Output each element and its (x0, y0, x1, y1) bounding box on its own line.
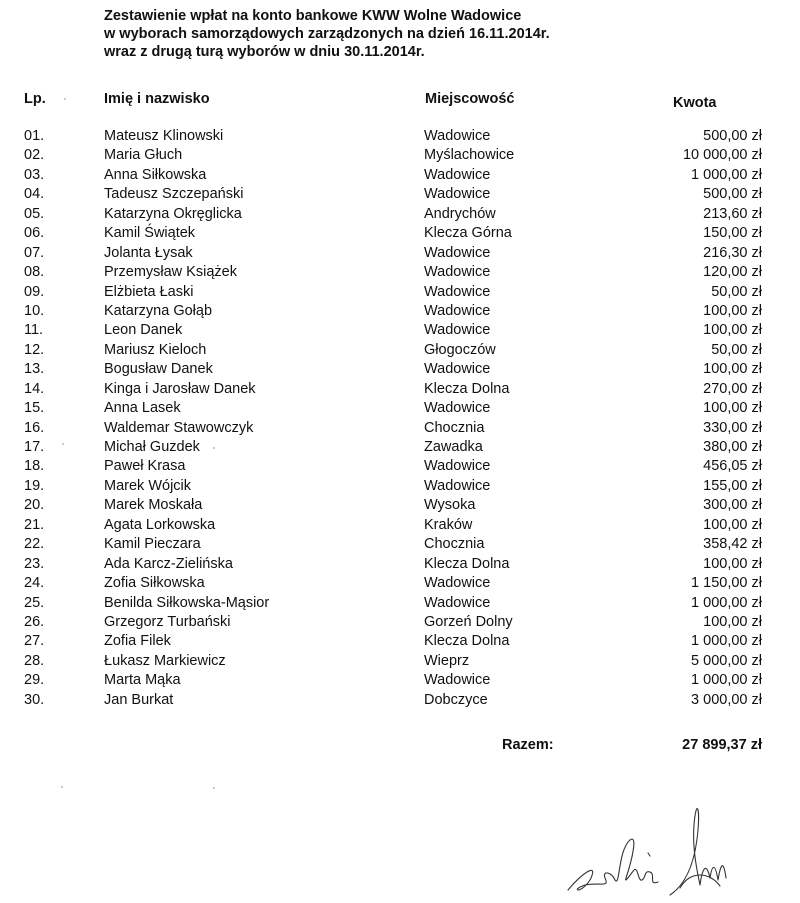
donation-amount: 456,05 zł (703, 458, 762, 475)
handwritten-signature-icon (560, 790, 760, 900)
row-number: 15. (24, 400, 45, 417)
row-number: 16. (24, 419, 45, 436)
donor-name: Zofia Siłkowska (104, 575, 205, 592)
donor-name: Bogusław Danek (104, 361, 213, 378)
donor-name: Waldemar Stawowczyk (104, 419, 254, 436)
donor-city: Głogoczów (424, 341, 496, 358)
donor-name: Katarzyna Okręglicka (104, 205, 242, 222)
donor-city: Wieprz (424, 652, 470, 669)
table-row (0, 244, 800, 263)
donation-amount: 150,00 zł (703, 225, 762, 242)
table-row (0, 457, 800, 476)
row-number: 21. (24, 516, 45, 533)
row-number: 06. (24, 225, 45, 242)
donation-amount: 5 000,00 zł (691, 652, 762, 669)
donor-city: Klecza Górna (424, 225, 512, 242)
donation-amount: 500,00 zł (703, 128, 762, 144)
donation-amount: 50,00 zł (711, 341, 762, 358)
row-number: 18. (24, 458, 45, 475)
donation-amount: 1 000,00 zł (691, 672, 762, 689)
donor-city: Wadowice (424, 264, 491, 281)
donation-amount: 213,60 zł (703, 205, 762, 222)
donor-name: Anna Siłkowska (104, 166, 207, 183)
donor-name: Zofia Filek (104, 633, 171, 650)
row-number: 19. (24, 477, 45, 494)
table-row (0, 399, 800, 418)
donation-amount: 1 000,00 zł (691, 166, 762, 183)
donor-city: Klecza Dolna (424, 380, 510, 397)
donor-city: Dobczyce (424, 691, 488, 708)
total-value: 27 899,37 zł (682, 737, 762, 753)
donor-name: Jan Burkat (104, 691, 174, 708)
donation-amount: 3 000,00 zł (691, 691, 762, 708)
donor-name: Przemysław Książek (104, 264, 237, 281)
donation-amount: 330,00 zł (703, 419, 762, 436)
table-row (0, 594, 800, 613)
table-row (0, 496, 800, 515)
title-line-1: Zestawienie wpłat na konto bankowe KWW Wolne Wadowice (104, 8, 522, 24)
donor-name: Leon Danek (104, 322, 183, 339)
row-number: 23. (24, 555, 45, 572)
table-row (0, 574, 800, 593)
donor-city: Wadowice (424, 322, 491, 339)
row-number: 05. (24, 205, 45, 222)
row-number: 09. (24, 283, 45, 300)
table-row (0, 166, 800, 185)
row-number: 01. (24, 128, 45, 144)
donor-city: Klecza Dolna (424, 633, 510, 650)
donor-name: Ada Karcz-Zielińska (104, 555, 233, 572)
total-label: Razem: (502, 737, 554, 753)
row-number: 29. (24, 672, 45, 689)
table-row (0, 516, 800, 535)
donation-amount: 500,00 zł (703, 186, 762, 203)
donation-amount: 100,00 zł (703, 400, 762, 417)
donor-name: Michał Guzdek (104, 439, 200, 455)
donor-name: Tadeusz Szczepański (104, 186, 244, 203)
row-number: 07. (24, 244, 45, 261)
table-row (0, 224, 800, 243)
row-number: 14. (24, 380, 45, 397)
table-row (0, 419, 800, 438)
table-row (0, 185, 800, 204)
table-row (0, 205, 800, 224)
title-line-2: w wyborach samorządowych zarządzonych na dzień 16.11.2014r. (104, 26, 550, 42)
row-number: 02. (24, 147, 45, 164)
table-row (0, 555, 800, 574)
donor-city: Wadowice (424, 128, 491, 144)
donor-city: Klecza Dolna (424, 555, 510, 572)
donor-name: Mateusz Klinowski (104, 128, 224, 144)
donor-city: Kraków (424, 516, 473, 533)
table-row (0, 341, 800, 360)
donation-amount: 1 150,00 zł (691, 575, 762, 592)
scan-speck (62, 443, 64, 445)
scan-speck (64, 98, 66, 100)
row-number: 17. (24, 439, 45, 455)
donor-city: Wadowice (424, 575, 491, 592)
table-row (0, 613, 800, 632)
donation-amount: 155,00 zł (703, 477, 762, 494)
row-number: 26. (24, 613, 45, 630)
donations-table (0, 127, 800, 710)
document-title (104, 7, 550, 61)
donor-name: Jolanta Łysak (104, 244, 193, 261)
donor-city: Wadowice (424, 672, 491, 689)
donation-amount: 1 000,00 zł (691, 633, 762, 650)
table-row (0, 146, 800, 165)
donor-name: Kamil Świątek (104, 225, 196, 242)
table-row (0, 671, 800, 690)
scan-speck (213, 787, 215, 789)
table-row (0, 127, 800, 146)
donor-name: Elżbieta Łaski (104, 283, 194, 300)
header-amount: Kwota (673, 95, 717, 111)
donation-amount: 120,00 zł (703, 264, 762, 281)
donor-name: Kamil Pieczara (104, 536, 201, 553)
donation-amount: 10 000,00 zł (682, 147, 762, 164)
donor-city: Chocznia (424, 419, 485, 436)
donation-amount: 100,00 zł (703, 613, 762, 630)
header-lp: Lp. (24, 91, 46, 107)
row-number: 25. (24, 594, 45, 611)
donor-city: Wadowice (424, 166, 491, 183)
donor-city: Wadowice (424, 594, 491, 611)
table-row (0, 438, 800, 457)
donor-name: Paweł Krasa (104, 458, 186, 475)
row-number: 20. (24, 497, 45, 514)
table-row (0, 632, 800, 651)
row-number: 04. (24, 186, 45, 203)
donor-name: Agata Lorkowska (104, 516, 216, 533)
donor-name: Kinga i Jarosław Danek (104, 380, 256, 397)
donor-name: Katarzyna Gołąb (104, 302, 213, 319)
row-number: 11. (24, 322, 44, 339)
donation-amount: 216,30 zł (703, 244, 762, 261)
donor-name: Maria Głuch (104, 147, 183, 164)
title-line-3: wraz z drugą turą wyborów w dniu 30.11.2014r. (104, 44, 425, 60)
donation-amount: 270,00 zł (703, 380, 762, 397)
row-number: 22. (24, 536, 45, 553)
donor-city: Chocznia (424, 536, 485, 553)
table-row (0, 360, 800, 379)
donor-name: Grzegorz Turbański (104, 613, 231, 630)
header-city: Miejscowość (425, 91, 515, 107)
donor-name: Marek Wójcik (104, 477, 192, 494)
donor-name: Marta Mąka (104, 672, 181, 689)
table-row (0, 477, 800, 496)
donor-city: Zawadka (424, 439, 483, 455)
donor-city: Wadowice (424, 458, 491, 475)
donor-city: Wadowice (424, 244, 491, 261)
donor-city: Wadowice (424, 477, 491, 494)
donor-city: Wadowice (424, 186, 491, 203)
donor-name: Łukasz Markiewicz (104, 652, 226, 669)
row-number: 10. (24, 302, 45, 319)
row-number: 30. (24, 691, 45, 708)
row-number: 28. (24, 652, 45, 669)
row-number: 24. (24, 575, 45, 592)
donor-name: Mariusz Kieloch (104, 341, 207, 358)
header-name: Imię i nazwisko (104, 91, 210, 107)
row-number: 13. (24, 361, 45, 378)
donation-amount: 50,00 zł (711, 283, 762, 300)
donor-name: Benilda Siłkowska-Mąsior (104, 594, 270, 611)
donation-amount: 380,00 zł (703, 439, 762, 455)
donor-city: Andrychów (424, 205, 496, 222)
donation-amount: 100,00 zł (703, 555, 762, 572)
table-row (0, 321, 800, 340)
table-row (0, 283, 800, 302)
donation-amount: 100,00 zł (703, 361, 762, 378)
donor-city: Wysoka (424, 497, 476, 514)
donation-amount: 100,00 zł (703, 516, 762, 533)
donor-city: Wadowice (424, 400, 491, 417)
row-number: 27. (24, 633, 45, 650)
donor-city: Wadowice (424, 283, 491, 300)
donation-amount: 1 000,00 zł (691, 594, 762, 611)
table-row (0, 691, 800, 710)
table-row (0, 302, 800, 321)
table-row (0, 263, 800, 282)
row-number: 08. (24, 264, 45, 281)
table-row (0, 535, 800, 554)
scan-speck (213, 447, 215, 449)
row-number: 12. (24, 341, 45, 358)
donation-amount: 358,42 zł (703, 536, 762, 553)
donor-city: Wadowice (424, 302, 491, 319)
donation-amount: 100,00 zł (703, 322, 762, 339)
scan-speck (61, 786, 63, 788)
donation-amount: 300,00 zł (703, 497, 762, 514)
table-row (0, 380, 800, 399)
donor-city: Wadowice (424, 361, 491, 378)
donor-city: Myślachowice (424, 147, 515, 164)
row-number: 03. (24, 166, 45, 183)
donation-amount: 100,00 zł (703, 302, 762, 319)
donor-name: Marek Moskała (104, 497, 203, 514)
donor-city: Gorzeń Dolny (424, 613, 513, 630)
table-row (0, 652, 800, 671)
donor-name: Anna Lasek (104, 400, 181, 417)
